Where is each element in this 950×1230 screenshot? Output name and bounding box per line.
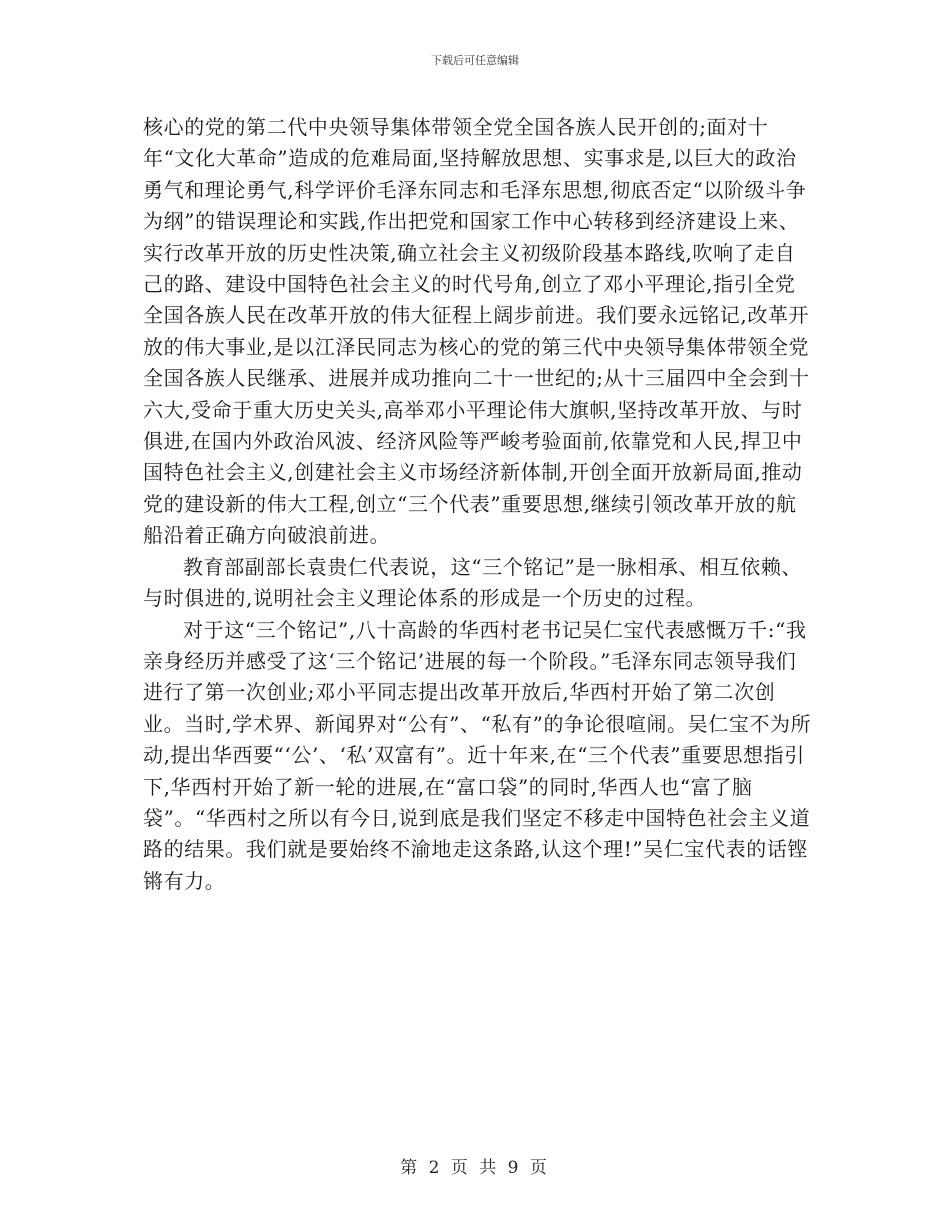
paragraph-yuan-guiren: 教育部副部长袁贵仁代表说，这“三个铭记”是一脉相承、相互依赖、与时俱进的,说明社会主义理论体系的形成是一个历史的过程。 xyxy=(143,554,803,611)
page-header: 下载后可任意编辑 xyxy=(431,54,519,67)
paragraph-continued: 核心的党的第二代中央领导集体带领全党全国各族人民开创的;面对十年“文化大革命”造成的危难局面,坚持解放思想、实事求是,以巨大的政治勇气和理论勇气,科学评价毛泽东同志和毛泽东思想,彻底否定“以阶级斗争为纲”的错误理论和实践,作出把党和国家工作中心转移到经济建设上来、实行改革开放的历史性决策,确立社会主义初级阶段基本路线,吹响了走自己的路、建设中国特色社会主义的时代号角,创立了邓小平理论,指引全党全国各族人民在改革开放的伟大征程上阔步前进。我们要永远铭记,改革开放的伟大事业,是以江泽民同志为核心的党的第三代中央领导集体带领全党全国各族人民继承、进展并成功推向二十一世纪的;从十三届四中全会到十六大,受命于重大历史关头,高举邓小平理论伟大旗帜,坚持改革开放、与时俱进,在国内外政治风波、经济风险等严峻考验面前,依靠党和人民,捍卫中国特色社会主义,创建社会主义市场经济新体制,开创全面开放新局面,推动党的建设新的伟大工程,创立“三个代表”重要思想,继续引领改革开放的航船沿着正确方向破浪前进。 xyxy=(143,115,810,548)
paragraph-wu-renbao: 对于这“三个铭记”,八十高龄的华西村老书记吴仁宝代表感慨万千:“我亲身经历并感受了这‘三个铭记’进展的每一个阶段。”毛泽东同志领导我们进行了第一次创业;邓小平同志提出改革开放后,华西村开始了第二次创业。当时,学术界、新闻界对“公有”、“私有”的争论很喧闹。吴仁宝不为所动,提出华西要“‘公’、‘私’双富有”。近十年来,在“三个代表”重要思想指引下,华西村开始了新一轮的进展,在“富口袋”的同时,华西人也“富了脑袋”。“华西村之所以有今日,说到底是我们坚定不移走中国特色社会主义道路的结果。我们就是要始终不渝地走这条路,认这个理!”吴仁宝代表的话铿锵有力。 xyxy=(143,617,812,893)
page-number-footer: 第 2 页 共 9 页 xyxy=(400,1158,550,1178)
document-body xyxy=(143,112,813,897)
